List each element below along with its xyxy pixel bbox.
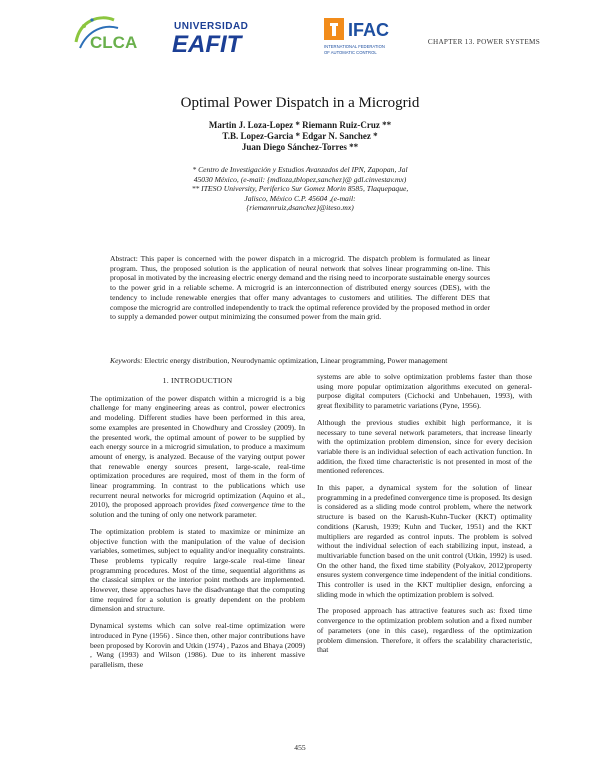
authors-block [0,120,600,153]
affiliation-line: * Centro de Investigación y Estudios Avanzados del IPN, Zapopan, Jal [192,165,408,174]
paragraph: Dynamical systems which can solve real-time optimization were introduced in Pyne (1956) . Since then, other major contributions have been proposed by Korovin and Utkin (1974) , Pazos and Bhaya (2009) , Wang (1993) and Wilson (1986). Due to its inherent massive parallelism, these [90,621,305,669]
section-heading: 1. INTRODUCTION [162,376,233,385]
right-column [317,372,532,662]
clca-logo-text: CLCA [90,33,138,52]
author-line: Juan Diego Sánchez-Torres ** [241,142,359,152]
eafit-logo [170,16,320,56]
keywords-list: Electric energy distribution, Neurodynamic optimization, Linear programming, Power management [142,356,448,365]
paragraph: Although the previous studies exhibit high performance, it is necessary to tune several network parameters, that increase linearly with the optimization problem dimension, since for every decision variable there is an individual selection of each activation function. In addition, the fixed time characteristic is not presented in most of the mentioned references. [317,417,532,476]
emphasis-text: fixed convergence time [213,500,285,510]
left-column [90,373,305,677]
abstract: Abstract: This paper is concerned with the power dispatch in a microgrid. The dispatch problem is formulated as linear program. Thus, the proposed solution is the application of neural network that solves linear programming on-line. This proposal in motivated by the increasing electric energy demand and the rising need to incorporate sustainable energy sources to the power grid in a reliable scheme. A microgrid is an interconnection of distributed energy sources (DES), with the tendency to include renewable energies that offer many advantages to customers and utilities. The different DES that compose the microgrid are controlled independently to track the optimal reference provided by the proposed method in order to supply a demanded power output minimizing the consumed power from the main grid. [110,254,490,322]
paragraph: systems are able to solve optimization problems faster than those using more popular optimization algorithms executed on general-purpose digital computers (Cichocki and Unbehauen, 1993), with great flexibility to parametric variations (Pyne, 1956). [317,372,532,411]
affiliation-line: ** ITESO University, Periferico Sur Gomez Morin 8585, Tlaquepaque, [191,184,409,194]
ifac-logo-text: IFAC [348,20,390,40]
chapter-label: CHAPTER 13. POWER SYSTEMS [427,38,540,46]
ifac-logo-sub2: OF AUTOMATIC CONTROL [324,50,377,55]
ifac-logo [322,14,418,58]
affiliations-block [150,165,450,213]
author-line: Martin J. Loza-Lopez * Riemann Ruiz-Cruz ** [208,120,392,130]
eafit-logo-top: UNIVERSIDAD [174,21,249,32]
page-header [70,10,540,60]
paragraph: The optimization problem is stated to maximize or minimize an objective function with the manipulation of the value of decision variables, sometimes, subject to equality and/or inequality constraints. These problems typically require large-scale real-time linear programming procedures. Most of the time, sequential algorithms as the classical simplex or the interior point methods are implemented. However, these approaches have the disadvantage that the computing time required for a solution is greatly dependent on the problem dimension and structure. [90,526,305,614]
affiliation-line: 45030 México, (e-mail: {mdloza,tblopez,sanchez}@ gdl.cinvestav.mx) [193,174,407,184]
keywords-label: Keywords: [110,356,143,365]
ifac-logo-sub1: INTERNATIONAL FEDERATION [324,44,385,49]
author-line: T.B. Lopez-Garcia * Edgar N. Sanchez * [222,131,378,141]
page-number: 455 [294,743,306,752]
keywords [110,356,490,366]
affiliation-line: {riemannruiz,dsanchez}@iteso.mx) [246,203,354,213]
paragraph: The optimization of the power dispatch within a microgrid is a big challenge for many engineering areas as control, power electronics and modeling. Different studies have been performed in this area, some examples are presented in Chowdhury and Crossley (2009). In the presented work, the optimal amount of power to be supplied by each energy source in a microgrid simulation, to produce a maximum amount of energy, is analyzed. Because of the varying output power that renewable energy sources present, large-scale, real-time optimization procedures are required, most of them in the form of linear programming. In contrast to the publications which use recurrent neural networks for microgrid optimization (Aquino et al., 2010), the proposed approach provides fixed convergence time to the solution and the tuning of only one network parameter. [90,393,306,520]
paragraph: The proposed approach has attractive features such as: fixed time convergence to the optimization problem solution and a fixed number of parameters (one in this case), regardless of the optimization problem dimension. Therefore, it offers the scalability characteristic, that [317,606,532,655]
eafit-logo-main: EAFIT [172,31,242,56]
affiliation-line: Jalisco, México C.P. 45604 ,(e-mail: [244,193,356,203]
clca-logo [70,12,175,56]
paragraph: In this paper, a dynamical system for the solution of linear programming in a predefined convergence time is proposed. Its design is considered as a sliding mode control problem, where the network structure is based on the Karush-Kuhn-Tucker (KKT) optimality conditions (Karush, 1939; Kuhn and Tucker, 1951) and the KKT multipliers are regarded as control inputs. The problem is solved without the individual selection of each stabilizing input, instead, a multivariable function based on the unit control (Utkin, 1992) is used. On the other hand, the fixed time stability (Polyakov, 2012)property ensures system convergence time independent of the initial conditions. This controller is used in the KKT multiplier design, enforcing a sliding mode in which the optimization problem is solved. [317,483,532,599]
paper-title: Optimal Power Dispatch in a Microgrid [180,95,420,111]
